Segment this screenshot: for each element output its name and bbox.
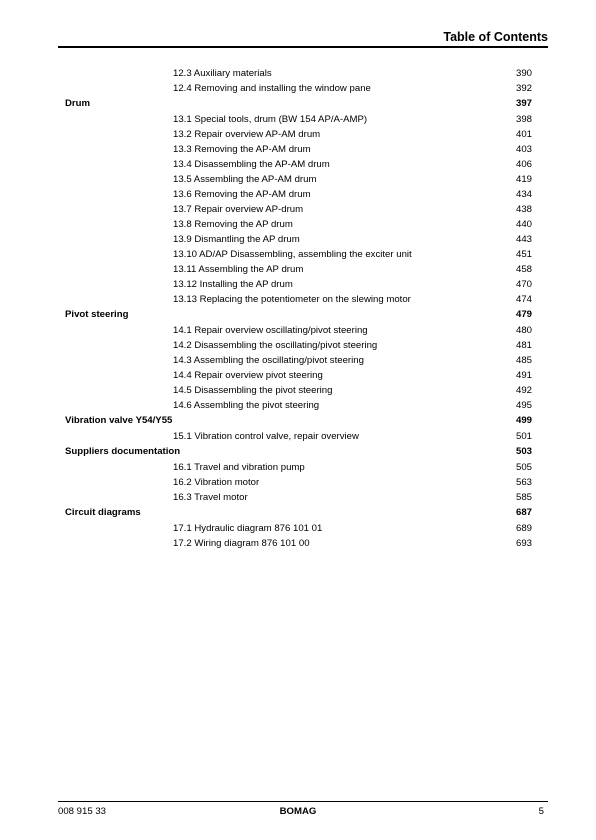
toc-entry-page: 398: [515, 114, 532, 125]
toc-entry-page: 470: [515, 279, 532, 290]
toc-entry-page: 406: [515, 159, 532, 170]
toc-section-row[interactable]: [65, 490, 532, 505]
brand-name: BOMAG: [279, 806, 317, 817]
toc-entry-page: 458: [515, 264, 532, 275]
toc-section-row[interactable]: [65, 172, 532, 187]
toc-entry-title: Circuit diagrams: [65, 507, 141, 518]
toc-entry-title: 13.3 Removing the AP-AM drum: [173, 144, 311, 155]
toc-section-row[interactable]: [65, 142, 532, 157]
toc-entry-page: 485: [515, 355, 532, 366]
toc-section-row[interactable]: [65, 353, 532, 368]
toc-entry-title: 15.1 Vibration control valve, repair overview: [173, 431, 359, 442]
toc-section-row[interactable]: [65, 398, 532, 413]
toc-section-row[interactable]: [65, 81, 532, 96]
toc-entry-title: 13.12 Installing the AP drum: [173, 279, 293, 290]
toc-section-row[interactable]: [65, 112, 532, 127]
toc-section-row[interactable]: [65, 368, 532, 383]
toc-entry-title: 13.4 Disassembling the AP-AM drum: [173, 159, 330, 170]
toc-section-row[interactable]: [65, 338, 532, 353]
toc-section-row[interactable]: [65, 475, 532, 490]
toc-entry-title: 14.2 Disassembling the oscillating/pivot steering: [173, 340, 378, 351]
toc-entry-page: 563: [515, 477, 532, 488]
toc-section-row[interactable]: [65, 202, 532, 217]
page-number: 5: [538, 806, 544, 817]
toc-entry-title: 14.3 Assembling the oscillating/pivot steering: [173, 355, 364, 366]
toc-entry-page: 495: [515, 400, 532, 411]
toc-chapter-row[interactable]: [65, 96, 532, 112]
toc-entry-page: 419: [515, 174, 532, 185]
toc-entry-page: 434: [515, 189, 532, 200]
toc-entry-title: 13.11 Assembling the AP drum: [173, 264, 304, 275]
toc-entry-page: 585: [515, 492, 532, 503]
footer-divider: [58, 801, 548, 802]
toc-entry-title: 14.5 Disassembling the pivot steering: [173, 385, 333, 396]
toc-entry-page: 687: [515, 507, 532, 518]
toc-entry-page: 451: [515, 249, 532, 260]
header-divider: [58, 46, 548, 48]
toc-section-row[interactable]: [65, 323, 532, 338]
toc-entry-title: 17.1 Hydraulic diagram 876 101 01: [173, 523, 323, 534]
toc-entry-page: 397: [515, 98, 532, 109]
toc-entry-page: 390: [515, 68, 532, 79]
toc-entry-page: 401: [515, 129, 532, 140]
toc-entry-title: Suppliers documentation: [65, 446, 181, 457]
toc-entry-title: 16.2 Vibration motor: [173, 477, 260, 488]
toc-entry-title: 16.3 Travel motor: [173, 492, 248, 503]
toc-section-row[interactable]: [65, 429, 532, 444]
toc-section-row[interactable]: [65, 521, 532, 536]
toc-section-row[interactable]: [65, 247, 532, 262]
toc-entry-title: 13.2 Repair overview AP-AM drum: [173, 129, 321, 140]
toc-entry-title: 14.6 Assembling the pivot steering: [173, 400, 320, 411]
toc-entry-title: Drum: [65, 98, 91, 109]
toc-section-row[interactable]: [65, 383, 532, 398]
toc-entry-page: 492: [515, 385, 532, 396]
page-title: Table of Contents: [443, 30, 548, 44]
toc-entry-page: 392: [515, 83, 532, 94]
toc-section-row[interactable]: [65, 292, 532, 307]
toc-entry-title: 17.2 Wiring diagram 876 101 00: [173, 538, 310, 549]
toc-entry-page: 480: [515, 325, 532, 336]
toc-chapter-row[interactable]: [65, 444, 532, 460]
table-of-contents: [65, 66, 532, 551]
toc-entry-page: 403: [515, 144, 532, 155]
toc-entry-title: 12.4 Removing and installing the window pane: [173, 83, 371, 94]
toc-entry-page: 505: [515, 462, 532, 473]
toc-entry-page: 491: [515, 370, 532, 381]
toc-entry-title: 14.4 Repair overview pivot steering: [173, 370, 323, 381]
toc-section-row[interactable]: [65, 460, 532, 475]
toc-section-row[interactable]: [65, 187, 532, 202]
toc-entry-page: 440: [515, 219, 532, 230]
toc-section-row[interactable]: [65, 66, 532, 81]
toc-section-row[interactable]: [65, 127, 532, 142]
toc-entry-title: 14.1 Repair overview oscillating/pivot steering: [173, 325, 368, 336]
toc-entry-page: 499: [515, 415, 532, 426]
toc-section-row[interactable]: [65, 232, 532, 247]
toc-entry-title: 13.6 Removing the AP-AM drum: [173, 189, 311, 200]
toc-entry-page: 503: [515, 446, 532, 457]
toc-entry-page: 443: [515, 234, 532, 245]
toc-entry-title: 13.10 AD/AP Disassembling, assembling the exciter unit: [173, 249, 412, 260]
toc-entry-title: 13.1 Special tools, drum (BW 154 AP/A-AMP): [173, 114, 368, 125]
toc-section-row[interactable]: [65, 217, 532, 232]
toc-chapter-row[interactable]: [65, 413, 532, 429]
toc-section-row[interactable]: [65, 157, 532, 172]
toc-entry-page: 438: [515, 204, 532, 215]
toc-entry-page: 693: [515, 538, 532, 549]
toc-entry-page: 481: [515, 340, 532, 351]
toc-chapter-row[interactable]: [65, 505, 532, 521]
toc-entry-title: 12.3 Auxiliary materials: [173, 68, 272, 79]
toc-entry-title: Vibration valve Y54/Y55: [65, 415, 173, 426]
toc-entry-title: 13.8 Removing the AP drum: [173, 219, 293, 230]
toc-entry-title: Pivot steering: [65, 309, 129, 320]
toc-chapter-row[interactable]: [65, 307, 532, 323]
toc-entry-title: 13.9 Dismantling the AP drum: [173, 234, 300, 245]
toc-entry-page: 474: [515, 294, 532, 305]
toc-section-row[interactable]: [65, 536, 532, 551]
toc-entry-title: 13.5 Assembling the AP-AM drum: [173, 174, 317, 185]
toc-entry-title: 13.7 Repair overview AP-drum: [173, 204, 304, 215]
document-number: 008 915 33: [58, 806, 107, 817]
toc-entry-title: 16.1 Travel and vibration pump: [173, 462, 305, 473]
toc-section-row[interactable]: [65, 277, 532, 292]
toc-section-row[interactable]: [65, 262, 532, 277]
toc-entry-page: 689: [515, 523, 532, 534]
toc-entry-page: 501: [515, 431, 532, 442]
toc-entry-page: 479: [515, 309, 532, 320]
toc-entry-title: 13.13 Replacing the potentiometer on the slewing motor: [173, 294, 411, 305]
